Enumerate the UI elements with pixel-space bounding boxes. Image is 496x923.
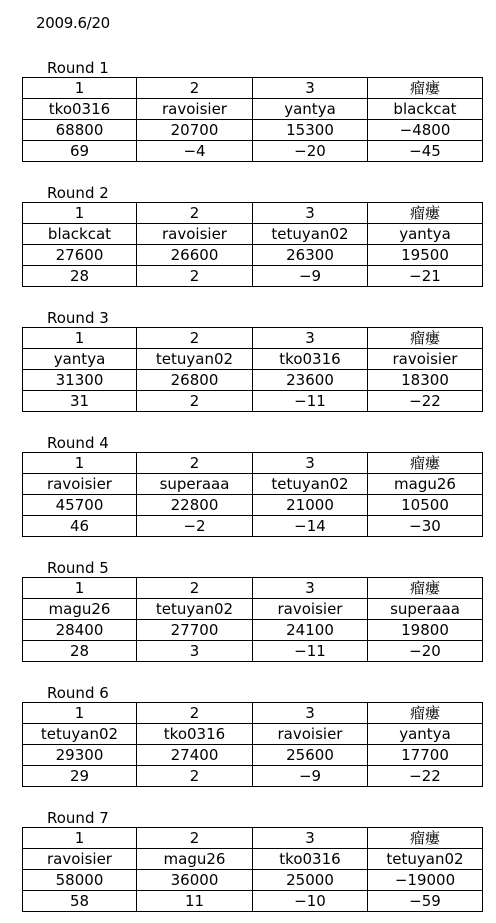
point-cell: −9: [253, 266, 368, 287]
point-cell: −59: [368, 891, 483, 912]
score-cell: 29300: [23, 745, 137, 766]
point-cell: 28: [23, 266, 137, 287]
score-cell: 19800: [368, 620, 483, 641]
point-cell: 46: [23, 516, 137, 537]
rank-cell: 2: [137, 453, 253, 474]
player-cell: ravoisier: [137, 224, 253, 245]
score-row: [23, 745, 483, 766]
rank-cell: 瘤瘻: [368, 78, 483, 99]
rank-cell: 3: [253, 328, 368, 349]
player-cell: blackcat: [368, 99, 483, 120]
score-cell: 58000: [23, 870, 137, 891]
player-cell: magu26: [137, 849, 253, 870]
player-cell: ravoisier: [253, 724, 368, 745]
rank-cell: 1: [23, 453, 137, 474]
rank-cell: 2: [137, 328, 253, 349]
rank-cell: 瘤瘻: [368, 578, 483, 599]
rank-row: [23, 703, 483, 724]
score-row: [23, 620, 483, 641]
point-cell: 3: [137, 641, 253, 662]
player-row: [23, 224, 483, 245]
round-title: Round 3: [47, 309, 109, 327]
point-cell: −22: [368, 766, 483, 787]
score-cell: 26800: [137, 370, 253, 391]
point-cell: 28: [23, 641, 137, 662]
player-cell: tko0316: [23, 99, 137, 120]
player-cell: tetuyan02: [253, 224, 368, 245]
score-cell: 31300: [23, 370, 137, 391]
round-title: Round 1: [47, 59, 109, 77]
point-cell: −9: [253, 766, 368, 787]
round-results-table: [22, 452, 483, 537]
point-row: [23, 766, 483, 787]
score-cell: 25000: [253, 870, 368, 891]
round-title: Round 6: [47, 684, 109, 702]
player-cell: ravoisier: [137, 99, 253, 120]
rank-cell: 瘤瘻: [368, 828, 483, 849]
point-row: [23, 641, 483, 662]
score-row: [23, 370, 483, 391]
score-row: [23, 495, 483, 516]
score-cell: 27600: [23, 245, 137, 266]
score-row: [23, 120, 483, 141]
player-cell: ravoisier: [23, 849, 137, 870]
round-title: Round 5: [47, 559, 109, 577]
score-cell: 28400: [23, 620, 137, 641]
point-cell: 2: [137, 766, 253, 787]
point-cell: −10: [253, 891, 368, 912]
point-cell: −21: [368, 266, 483, 287]
player-row: [23, 724, 483, 745]
rank-cell: 3: [253, 578, 368, 599]
rank-cell: 1: [23, 78, 137, 99]
score-row: [23, 870, 483, 891]
score-cell: 45700: [23, 495, 137, 516]
score-cell: 68800: [23, 120, 137, 141]
player-cell: superaaa: [137, 474, 253, 495]
point-cell: 58: [23, 891, 137, 912]
rank-cell: 2: [137, 828, 253, 849]
rank-cell: 2: [137, 78, 253, 99]
round-results-table: [22, 77, 483, 162]
rank-row: [23, 828, 483, 849]
point-cell: 69: [23, 141, 137, 162]
score-cell: 21000: [253, 495, 368, 516]
player-cell: tetuyan02: [23, 724, 137, 745]
rank-row: [23, 453, 483, 474]
score-cell: 24100: [253, 620, 368, 641]
score-cell: 26300: [253, 245, 368, 266]
round-title: Round 7: [47, 809, 109, 827]
score-cell: 27400: [137, 745, 253, 766]
score-cell: 27700: [137, 620, 253, 641]
player-cell: tetuyan02: [137, 349, 253, 370]
player-row: [23, 599, 483, 620]
round-results-table: [22, 202, 483, 287]
score-cell: 26600: [137, 245, 253, 266]
round-results-table: [22, 827, 483, 912]
player-row: [23, 99, 483, 120]
round-results-table: [22, 327, 483, 412]
rank-cell: 瘤瘻: [368, 703, 483, 724]
rank-cell: 瘤瘻: [368, 203, 483, 224]
point-cell: 31: [23, 391, 137, 412]
player-cell: superaaa: [368, 599, 483, 620]
rank-cell: 3: [253, 78, 368, 99]
score-cell: 20700: [137, 120, 253, 141]
score-cell: 15300: [253, 120, 368, 141]
round-results-table: [22, 702, 483, 787]
rank-cell: 1: [23, 578, 137, 599]
player-cell: ravoisier: [23, 474, 137, 495]
rank-cell: 2: [137, 703, 253, 724]
score-cell: 23600: [253, 370, 368, 391]
score-cell: −19000: [368, 870, 483, 891]
player-cell: yantya: [368, 224, 483, 245]
point-cell: −20: [253, 141, 368, 162]
point-cell: −14: [253, 516, 368, 537]
point-cell: 2: [137, 391, 253, 412]
player-row: [23, 349, 483, 370]
player-cell: ravoisier: [368, 349, 483, 370]
rank-cell: 瘤瘻: [368, 453, 483, 474]
rank-cell: 2: [137, 578, 253, 599]
player-cell: magu26: [23, 599, 137, 620]
rank-row: [23, 78, 483, 99]
player-row: [23, 849, 483, 870]
point-row: [23, 891, 483, 912]
score-cell: 19500: [368, 245, 483, 266]
score-cell: 25600: [253, 745, 368, 766]
round-results-table: [22, 577, 483, 662]
player-cell: tko0316: [253, 349, 368, 370]
player-cell: magu26: [368, 474, 483, 495]
player-cell: tko0316: [137, 724, 253, 745]
rank-cell: 3: [253, 828, 368, 849]
rank-cell: 3: [253, 453, 368, 474]
score-cell: 10500: [368, 495, 483, 516]
player-cell: blackcat: [23, 224, 137, 245]
player-cell: tetuyan02: [137, 599, 253, 620]
point-cell: −4: [137, 141, 253, 162]
document-date: 2009.6/20: [36, 14, 110, 32]
score-cell: 18300: [368, 370, 483, 391]
round-title: Round 4: [47, 434, 109, 452]
point-row: [23, 391, 483, 412]
player-cell: yantya: [23, 349, 137, 370]
point-row: [23, 266, 483, 287]
score-row: [23, 245, 483, 266]
rank-row: [23, 203, 483, 224]
rank-cell: 3: [253, 703, 368, 724]
rank-cell: 1: [23, 828, 137, 849]
point-cell: 29: [23, 766, 137, 787]
player-cell: tko0316: [253, 849, 368, 870]
rank-cell: 1: [23, 203, 137, 224]
point-cell: −30: [368, 516, 483, 537]
point-cell: −11: [253, 641, 368, 662]
point-cell: −11: [253, 391, 368, 412]
player-cell: tetuyan02: [253, 474, 368, 495]
point-cell: −22: [368, 391, 483, 412]
rank-row: [23, 328, 483, 349]
score-cell: −4800: [368, 120, 483, 141]
rank-cell: 2: [137, 203, 253, 224]
point-cell: −2: [137, 516, 253, 537]
score-cell: 17700: [368, 745, 483, 766]
player-cell: ravoisier: [253, 599, 368, 620]
rank-cell: 1: [23, 703, 137, 724]
score-cell: 22800: [137, 495, 253, 516]
score-cell: 36000: [137, 870, 253, 891]
point-cell: 2: [137, 266, 253, 287]
player-cell: yantya: [368, 724, 483, 745]
rank-cell: 瘤瘻: [368, 328, 483, 349]
point-row: [23, 516, 483, 537]
rank-row: [23, 578, 483, 599]
player-row: [23, 474, 483, 495]
point-cell: 11: [137, 891, 253, 912]
point-cell: −45: [368, 141, 483, 162]
rank-cell: 1: [23, 328, 137, 349]
point-row: [23, 141, 483, 162]
player-cell: tetuyan02: [368, 849, 483, 870]
rank-cell: 3: [253, 203, 368, 224]
round-title: Round 2: [47, 184, 109, 202]
point-cell: −20: [368, 641, 483, 662]
player-cell: yantya: [253, 99, 368, 120]
